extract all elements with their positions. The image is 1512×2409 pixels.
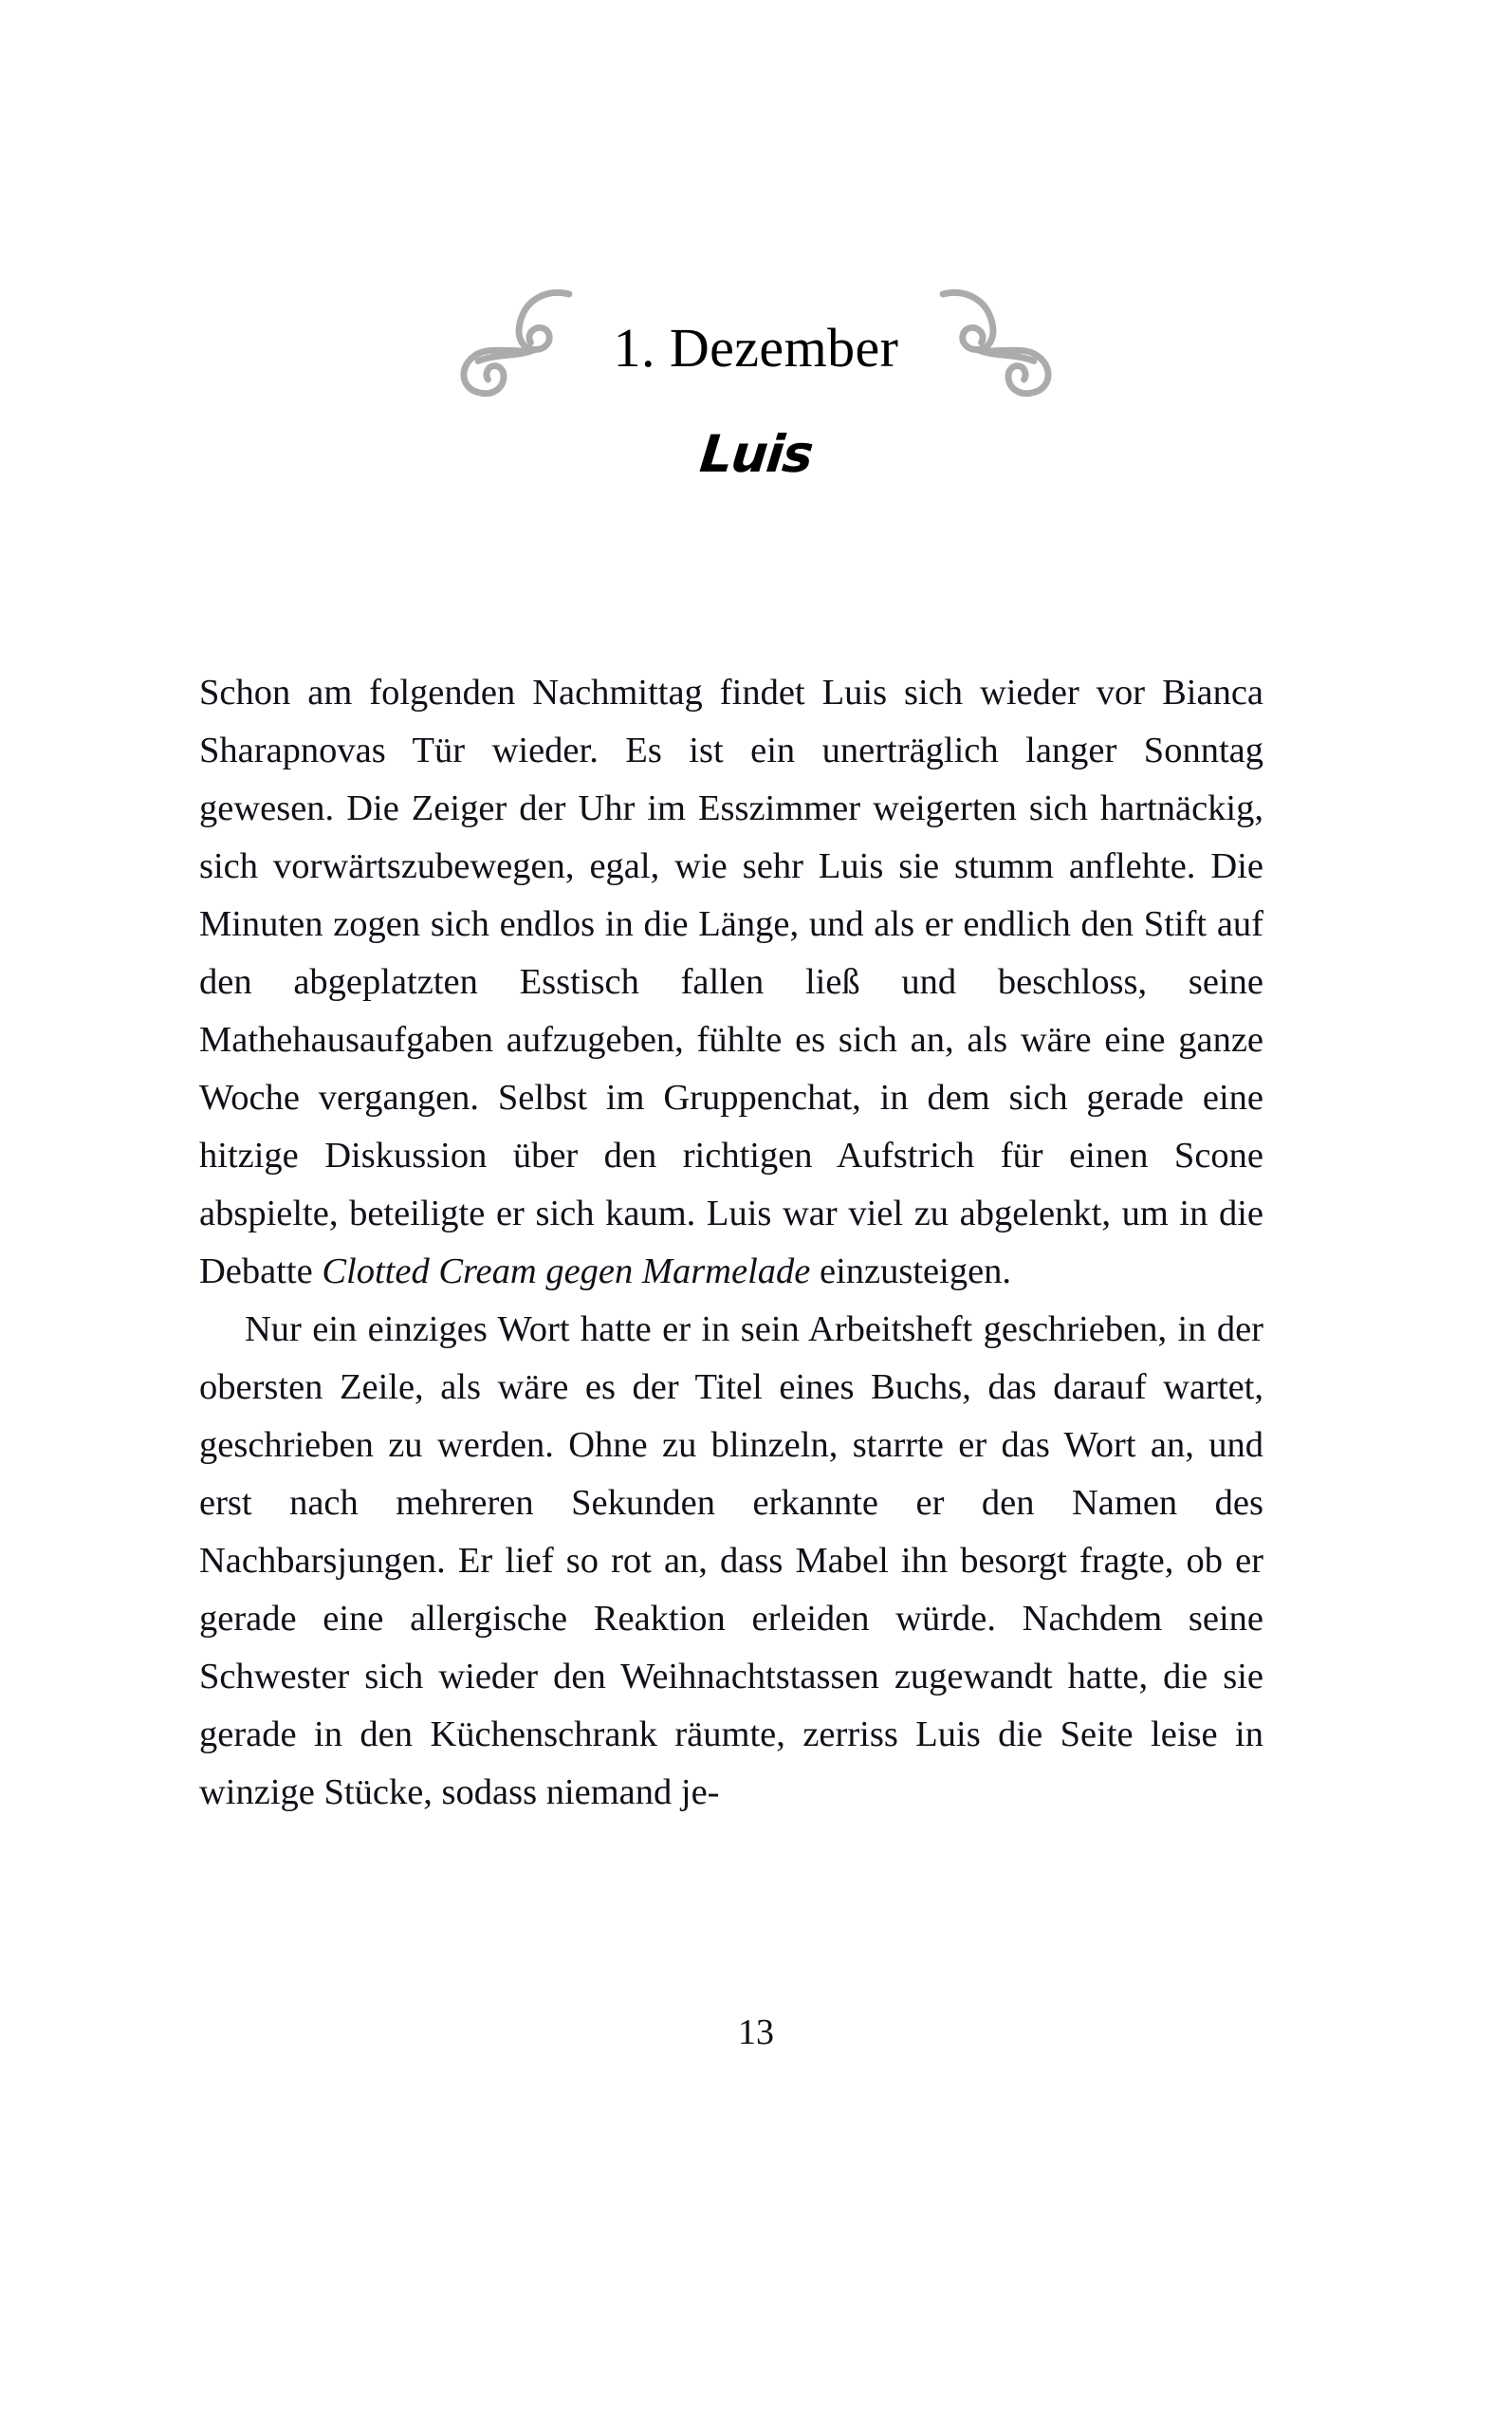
- flourish-scroll-icon: [447, 271, 589, 414]
- chapter-header: [0, 262, 1512, 423]
- text-run-italic: Clotted Cream gegen Marmelade: [322, 1251, 811, 1291]
- text-run: Schon am folgenden Nachmittag findet Luis sich wieder vor Bianca Sharapnovas Tür wieder. Es ist ein unerträglich langer Sonntag gewesen. Die Zeiger der Uhr im Esszimmer weigerten sich hartnäckig, sich vorwärtszubewegen, egal, wie sehr Luis sie stumm anflehte. Die Minuten zogen sich endlos in die Länge, und als er endlich den Stift auf den abgeplatzten Esstisch fallen ließ und beschloss, seine Mathehausaufgaben aufzugeben, fühlte es sich an, als wäre eine ganze Woche vergangen. Selbst im Gruppenchat, in dem sich gerade eine hitzige Diskussion über den richtigen Aufstrich für einen Scone abspielte, beteiligte er sich kaum. Luis war viel zu abgelenkt, um in die Debatte: [199, 673, 1263, 1291]
- paragraph: [199, 1301, 1263, 1822]
- body-text: [199, 664, 1263, 1822]
- page-number: 13: [738, 2012, 774, 2052]
- text-run: einzusteigen.: [810, 1251, 1012, 1291]
- flourish-scroll-icon: [923, 271, 1065, 414]
- narrator-name: Luis: [696, 424, 816, 484]
- page-title: 1. Dezember: [613, 317, 899, 379]
- paragraph: [199, 664, 1263, 1301]
- text-run: Nur ein einziges Wort hatte er in sein Arbeitsheft geschrieben, in der obersten Zeile, als wäre es der Titel eines Buchs, das darauf wartet, geschrieben zu werden. Ohne zu blinzeln, starrte er das Wort an, und erst nach mehreren Sekunden erkannte er den Namen des Nachbarsjungen. Er lief so rot an, dass Mabel ihn besorgt fragte, ob er gerade eine allergische Reaktion erleiden würde. Nachdem seine Schwester sich wieder den Weihnachtstassen zugewandt hatte, die sie gerade in den Küchenschrank räumte, zerriss Luis die Seite leise in winzige Stücke, sodass niemand je-: [199, 1309, 1263, 1812]
